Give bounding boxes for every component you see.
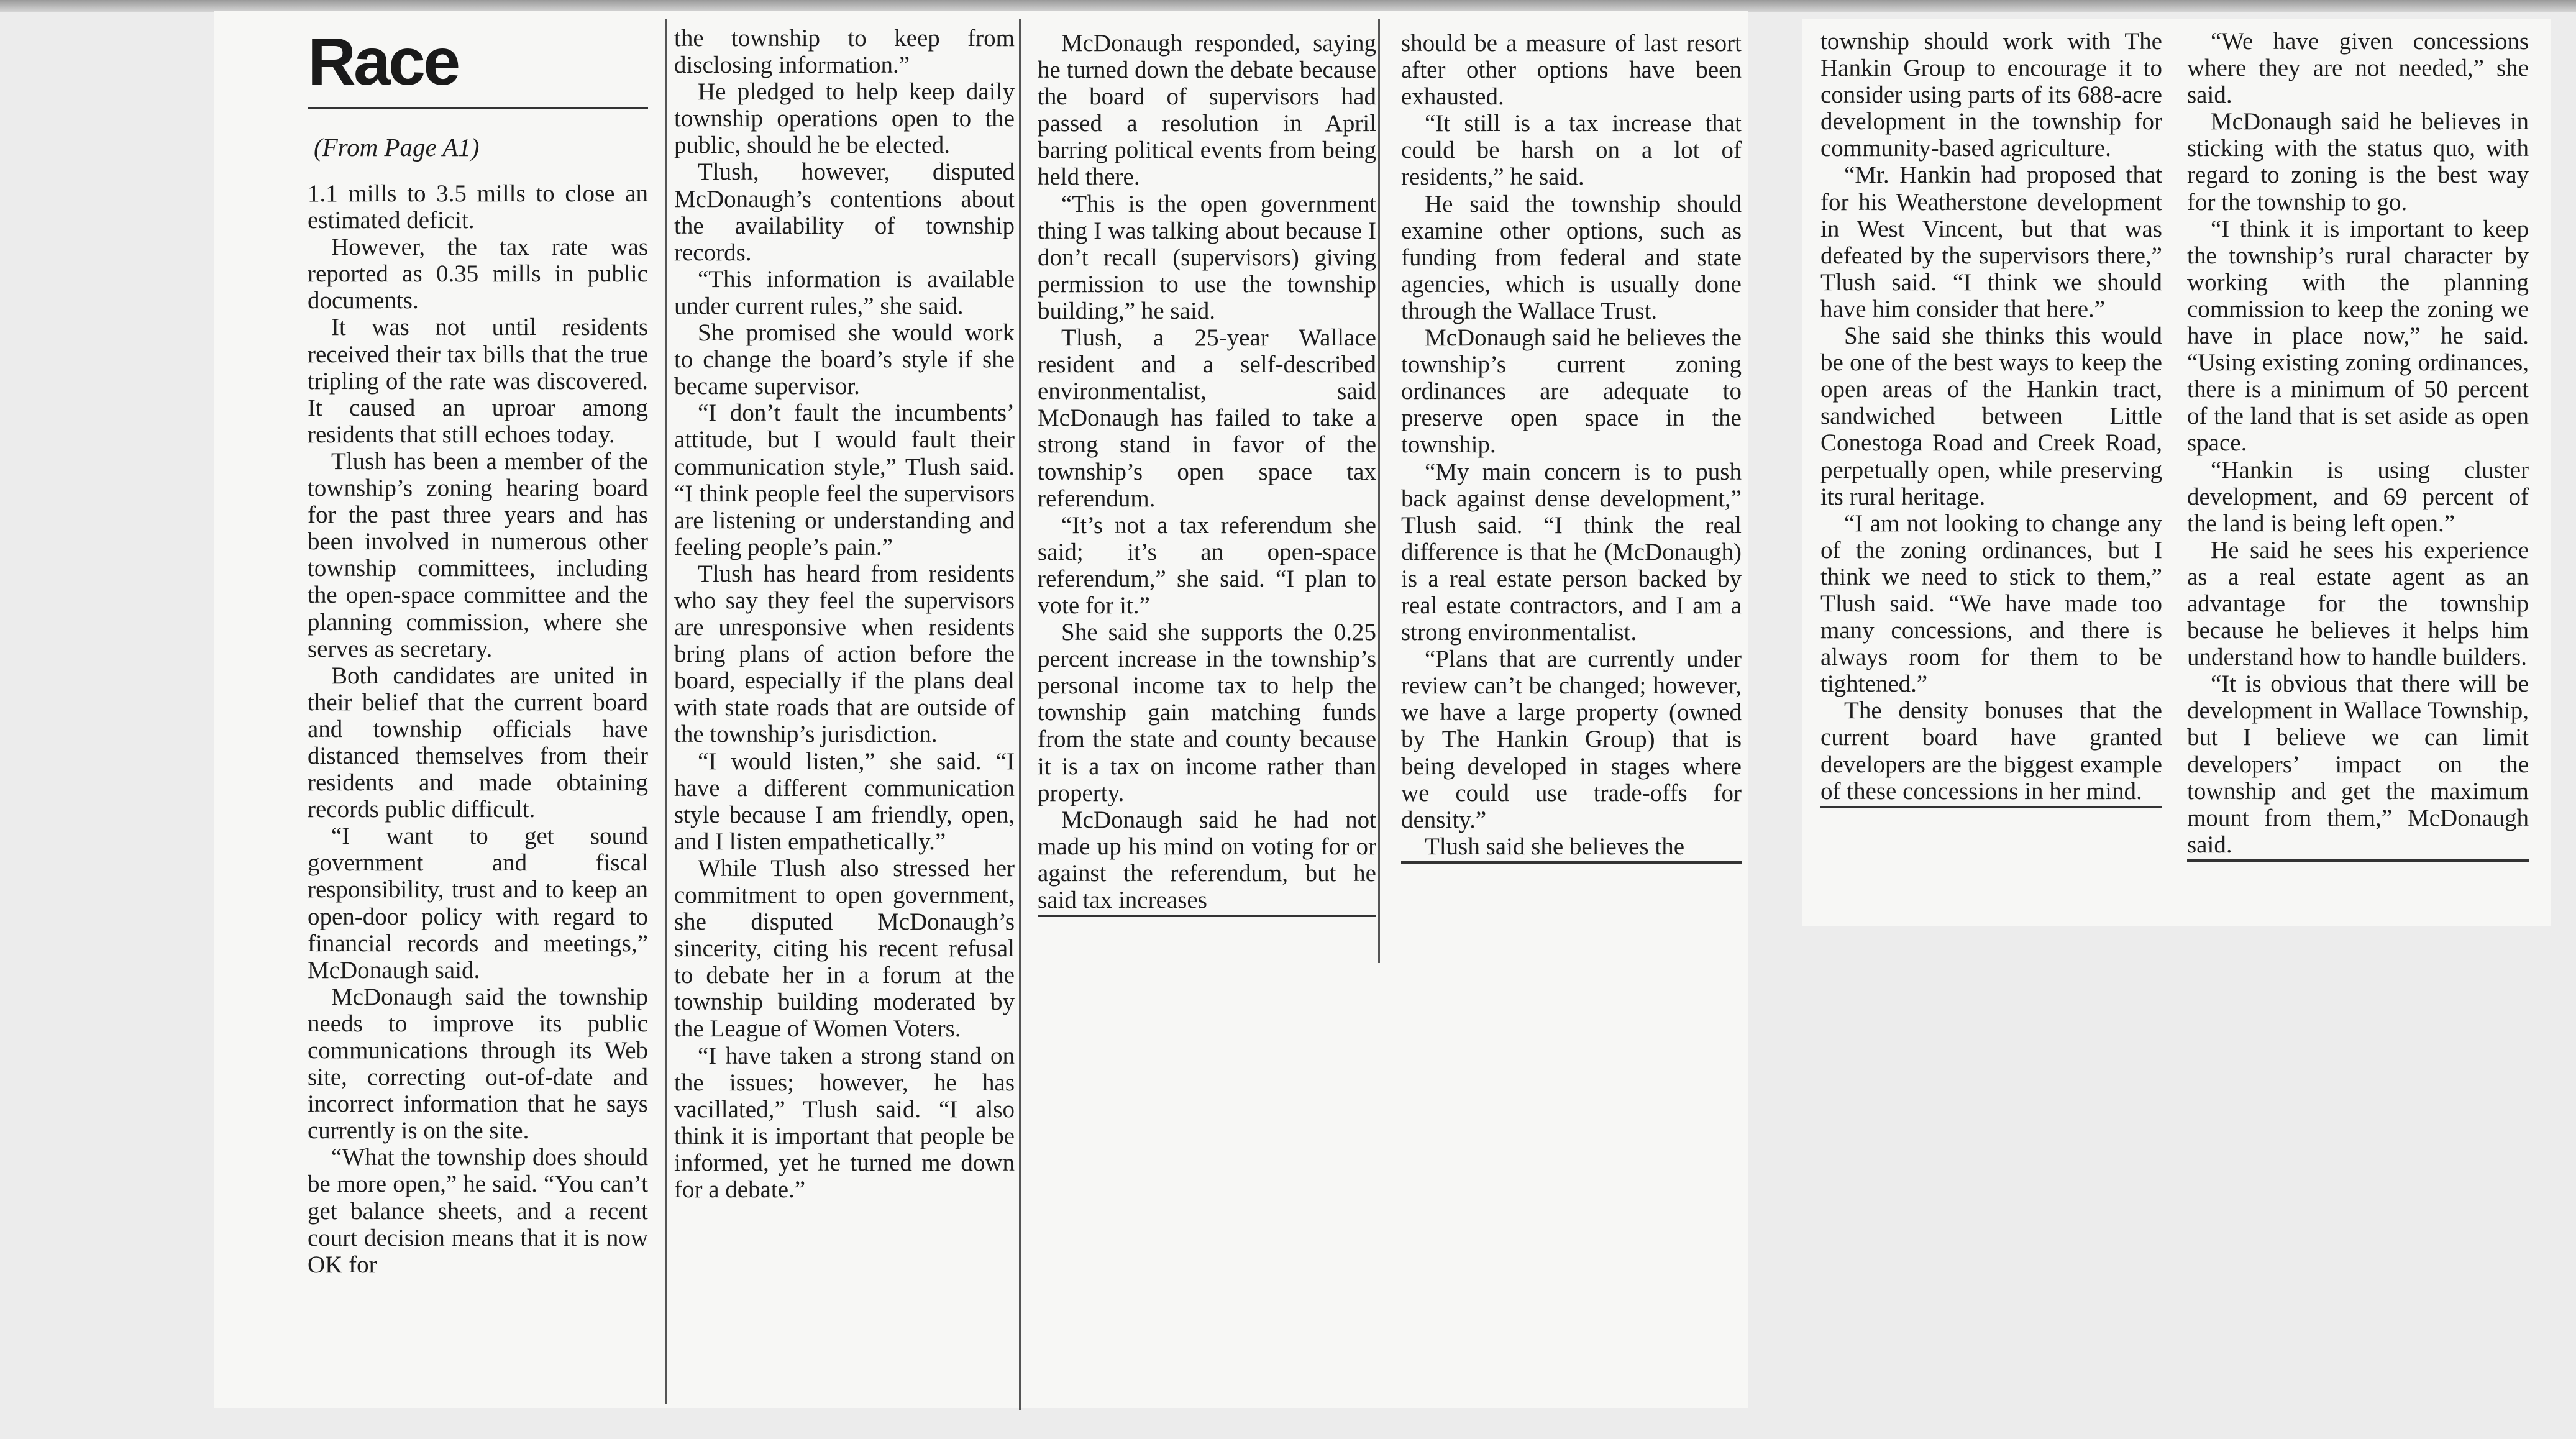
paragraph: “It’s not a tax referendum she said; it’s an open-space referendum,” she said. “I plan to vote for it.”: [1038, 511, 1376, 619]
paragraph: “I think it is important to keep the township’s rural character by working with the planning commission to keep the zoning we have in place now,” he said. “Using existing zoning ordinances, there is a minimum of 50 percent of the land that is set aside as open space.: [2187, 215, 2529, 457]
paragraph: McDonaugh said he believes in sticking with the status quo, with regard to zoning is the best way for the township to go.: [2187, 108, 2529, 216]
article-column-3: [1038, 30, 1376, 917]
paragraph: She promised she would work to change the board’s style if she became supervisor.: [674, 319, 1015, 400]
column-rule: [665, 19, 667, 1404]
paragraph: township should work with The Hankin Group to encourage it to consider using parts of its 688-acre development in the township for community-based agriculture.: [1820, 28, 2162, 162]
paragraph: “I want to get sound government and fiscal responsibility, trust and to keep an open-door policy with regard to financial records and meetings,” McDonaugh said.: [308, 823, 648, 984]
paragraph: “We have given concessions where they are not needed,” she said.: [2187, 28, 2529, 109]
headline-rule: [308, 107, 648, 109]
paragraph: She said she thinks this would be one of the best ways to keep the open areas of the Hankin tract, sandwiched between Little Conestoga Road and Creek Road, perpetually open, while preserving its rural heritage.: [1820, 322, 2162, 510]
article-column-4: [1401, 30, 1742, 864]
paragraph: McDonaugh said he believes the township’s current zoning ordinances are adequate to preserve open space in the township.: [1401, 324, 1742, 459]
paragraph: “I don’t fault the incumbents’ attitude, but I would fault their communication style,” Tlush said. “I think people feel the supervisors are listening or understanding and feeling people’s pain.”: [674, 400, 1015, 560]
paragraph: “My main concern is to push back against dense development,” Tlush said. “I think the real difference is that he (McDonaugh) is a real estate person backed by real estate contractors, and I am a strong environmentalist.: [1401, 458, 1742, 646]
paragraph: “Plans that are currently under review can’t be changed; however, we have a large property (owned by The Hankin Group) that is being developed in stages where we could use trade-offs for density.”: [1401, 646, 1742, 833]
paragraph: The density bonuses that the current board have granted developers are the biggest example of these concessions in her mind.: [1820, 697, 2162, 805]
paragraph: He pledged to help keep daily township operations open to the public, should he be elected.: [674, 78, 1015, 159]
paragraph: “I am not looking to change any of the zoning ordinances, but I think we need to stick to them,” Tlush said. “We have made too many concessions, and there is always room for them to be tightened.”: [1820, 509, 2162, 698]
paragraph: McDonaugh said he had not made up his mind on voting for or against the referendum, but he said tax increases: [1038, 806, 1376, 913]
paragraph: He said he sees his experience as a real estate agent as an advantage for the township because he believes it helps him understand how to handle builders.: [2187, 536, 2529, 671]
headline: Race: [308, 24, 459, 99]
paragraph: “What the township does should be more open,” he said. “You can’t get balance sheets, and a recent court decision means that it is now OK for: [308, 1144, 648, 1278]
paragraph: “This is the open government thing I was talking about because I don’t recall (supervisors) giving permission to use the township building,” he said.: [1038, 190, 1376, 324]
column-rule: [1019, 19, 1021, 1410]
paragraph: “This information is available under current rules,” she said.: [674, 265, 1015, 319]
paragraph: “I would listen,” she said. “I have a different communication style because I am friendly, open, and I listen empathetically.”: [674, 747, 1015, 855]
paragraph: “It is obvious that there will be development in Wallace Township, but I believe we can limit developers’ impact on the township and get the maximum mount from them,” McDonaugh said.: [2187, 670, 2529, 858]
jump-line: (From Page A1): [314, 133, 480, 162]
article-column-6: [2187, 28, 2529, 862]
paragraph: the township to keep from disclosing information.”: [674, 25, 1015, 79]
column-rule: [1378, 19, 1380, 963]
scan-top-edge: [0, 0, 2576, 12]
paragraph: While Tlush also stressed her commitment to open government, she disputed McDonaugh’s sincerity, citing his recent refusal to debate her in a forum at the township building moderated by the League of Women Voters.: [674, 854, 1015, 1043]
paragraph: Both candidates are united in their belief that the current board and township officials have distanced themselves from their residents and made obtaining records public difficult.: [308, 662, 648, 823]
paragraph: Tlush, a 25-year Wallace resident and a self-described environmentalist, said McDonaugh has failed to take a strong stand in favor of the township’s open space tax referendum.: [1038, 324, 1376, 512]
article-column-1: [308, 25, 648, 1278]
article-column-5: [1820, 28, 2162, 808]
paragraph: Tlush, however, disputed McDonaugh’s contentions about the availability of township records.: [674, 158, 1015, 266]
paragraph: 1.1 mills to 3.5 mills to close an estimated deficit.: [308, 180, 648, 234]
paragraph: “It still is a tax increase that could be harsh on a lot of residents,” he said.: [1401, 110, 1742, 191]
paragraph: “Mr. Hankin had proposed that for his Weatherstone development in West Vincent, but that was defeated by the supervisors there,” Tlush said. “I think we should have him consider that here.”: [1820, 162, 2162, 322]
paragraph: should be a measure of last resort after other options have been exhausted.: [1401, 30, 1742, 111]
paragraph: He said the township should examine other options, such as funding from federal and state agencies, which is usually done through the Wallace Trust.: [1401, 190, 1742, 324]
paragraph: Tlush has been a member of the township’s zoning hearing board for the past three years and has been involved in numerous other township committees, including the open-space committee and the planning commission, where she serves as secretary.: [308, 447, 648, 662]
paragraph: McDonaugh responded, saying he turned down the debate because the board of supervisors had passed a resolution in April barring political events from being held there.: [1038, 30, 1376, 191]
paragraph: Tlush said she believes the: [1425, 833, 1685, 860]
paragraph: McDonaugh said the township needs to improve its public communications through its Web site, correcting out-of-date and incorrect information that he says currently is on the site.: [308, 983, 648, 1144]
paragraph: “I have taken a strong stand on the issues; however, he has vacillated,” Tlush said. “I also think it is important that people be informed, yet he turned me down for a debate.”: [674, 1042, 1015, 1204]
paragraph: However, the tax rate was reported as 0.35 mills in public documents.: [308, 234, 648, 314]
paragraph: Tlush has heard from residents who say they feel the supervisors are unresponsive when residents bring plans of action before the board, especially if the plans deal with state roads that are outside of the township’s jurisdiction.: [674, 560, 1015, 748]
article-column-2: [674, 25, 1015, 1203]
paragraph: She said she supports the 0.25 percent increase in the township’s personal income tax to help the township gain matching funds from the state and county because it is a tax on income rather than property.: [1038, 619, 1376, 806]
paragraph: It was not until residents received their tax bills that the true tripling of the rate was discovered. It caused an uproar among residents that still echoes today.: [308, 314, 648, 448]
paragraph: “Hankin is using cluster development, and 69 percent of the land is being left open.”: [2187, 456, 2529, 537]
